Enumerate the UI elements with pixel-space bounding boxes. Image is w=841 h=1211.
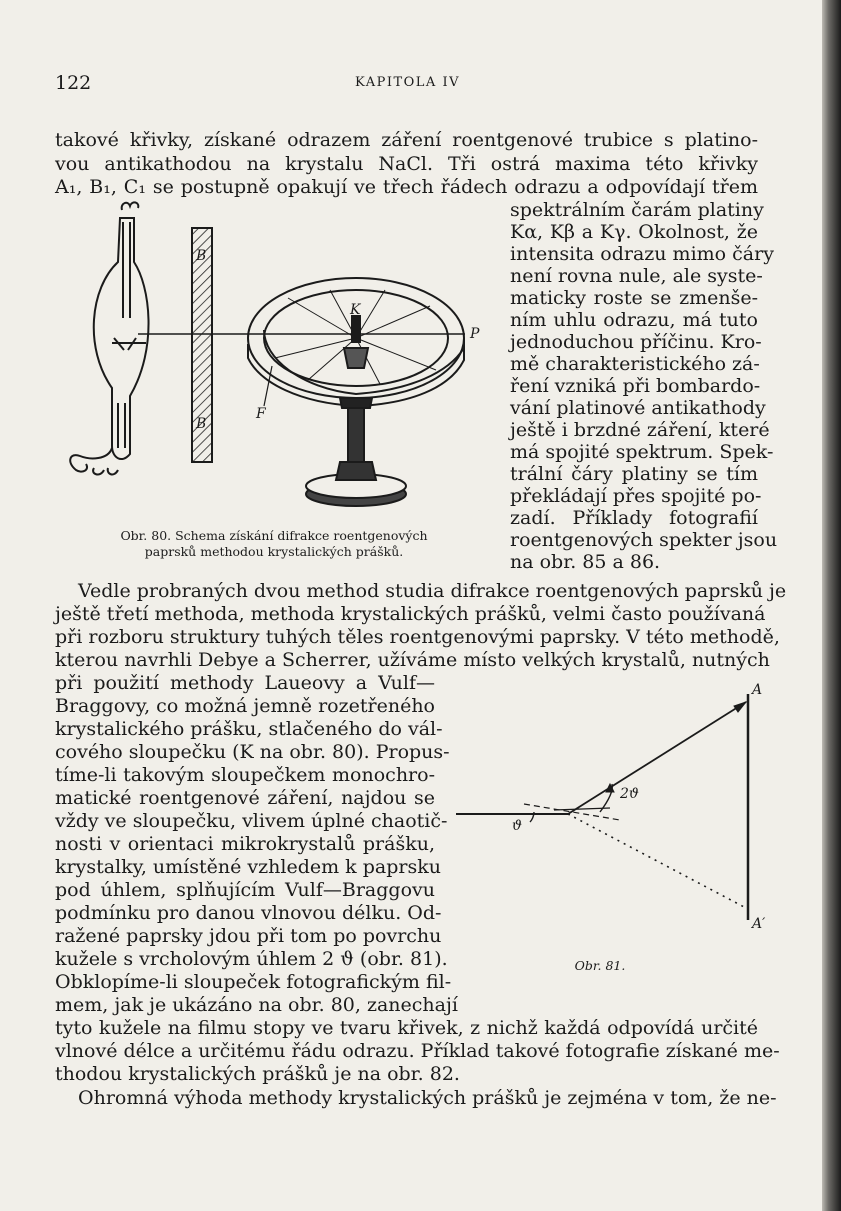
text-line: ražené paprsky jdou při tom po povrchu xyxy=(55,925,442,947)
text-line: A₁, B₁, C₁ se postupně opakují ve třech řádech odrazu a odpovídají třem xyxy=(55,176,758,198)
figure-81-caption: Obr. 81. xyxy=(574,958,626,973)
text-line: zadí. Příklady fotografií xyxy=(510,507,758,529)
label-two-theta: 2ϑ xyxy=(620,786,639,802)
text-line: při rozboru struktury tuhých těles roentgenovými paprsky. V této methodě, xyxy=(55,626,780,648)
figure-80-caption-line1: Obr. 80. Schema získání difrakce roentgenových xyxy=(120,528,428,543)
text-line: pod úhlem, splňujícím Vulf—Braggovu xyxy=(55,879,435,901)
text-line: na obr. 85 a 86. xyxy=(510,551,661,573)
text-line: tíme-li takovým sloupečkem monochro- xyxy=(55,764,435,786)
text-line: maticky roste se zmenše- xyxy=(510,287,758,309)
text-line: Vedle probraných dvou method studia difrakce roentgenových paprsků je xyxy=(78,580,787,602)
text-line: ním uhlu odrazu, má tuto xyxy=(510,309,758,331)
label-b-bottom: B xyxy=(196,416,207,432)
text-line: krystalky, umístěné vzhledem k paprsku xyxy=(55,856,441,878)
text-line: intensita odrazu mimo čáry xyxy=(510,243,774,265)
reflected-beam xyxy=(568,702,746,814)
xray-tube-icon xyxy=(70,202,148,474)
text-line: ření vzniká při bombardo- xyxy=(510,375,761,397)
text-line: ještě i brzdné záření, které xyxy=(510,419,770,441)
label-f: F xyxy=(256,406,266,422)
text-line: takové křivky, získané odrazem záření roentgenové trubice s platino- xyxy=(55,129,758,151)
text-line: mě charakteristického zá- xyxy=(510,353,760,375)
text-line: tyto kužele na filmu stopy ve tvaru křivek, z nichž každá odpovídá určité xyxy=(55,1017,758,1039)
text-line: krystalického prášku, stlačeného do vál- xyxy=(55,718,443,740)
text-line: vždy ve sloupečku, vlivem úplné chaotič- xyxy=(55,810,448,832)
text-line: ještě třetí methoda, methoda krystalických prášků, velmi často používaná xyxy=(55,603,766,625)
book-edge xyxy=(822,0,841,1211)
page-header xyxy=(55,72,760,96)
text-line: jednoduchou příčinu. Kro- xyxy=(510,331,762,353)
text-line: překládají přes spojité po- xyxy=(510,485,762,507)
label-a-prime: A′ xyxy=(752,916,766,932)
transmitted-beam xyxy=(568,814,746,908)
text-line: není rovna nule, ale syste- xyxy=(510,265,763,287)
text-line: má spojité spektrum. Spek- xyxy=(510,441,774,463)
text-line: matické roentgenové záření, najdou se xyxy=(55,787,435,809)
text-line: Braggovy, co možná jemně rozetřeného xyxy=(55,695,435,717)
text-line: cového sloupečku (K na obr. 80). Propus- xyxy=(55,741,450,763)
figure-80-caption-line2: paprsků methodou krystalických prášků. xyxy=(144,544,404,559)
text-line: mem, jak je ukázáno na obr. 80, zanechají xyxy=(55,994,458,1016)
sample-stand xyxy=(306,316,406,506)
label-k: K xyxy=(350,302,361,318)
text-line: Kα, Kβ a Kγ. Okolnost, že xyxy=(510,221,758,243)
text-line: trální čáry platiny se tím xyxy=(510,463,758,485)
figure-80 xyxy=(50,198,505,528)
label-a: A xyxy=(752,682,763,698)
text-line: vlnové délce a určitému řádu odrazu. Příklad takové fotografie získané me- xyxy=(55,1040,780,1062)
text-line: roentgenových spekter jsou xyxy=(510,529,778,551)
text-line: thodou krystalických prášků je na obr. 82. xyxy=(55,1063,460,1085)
text-line: spektrálním čarám platiny xyxy=(510,199,764,221)
running-title: KAPITOLA IV xyxy=(355,75,460,90)
text-line: kterou navrhli Debye a Scherrer, užíváme místo velkých krystalů, nutných xyxy=(55,649,770,671)
text-line: Obklopíme-li sloupeček fotografickým fil- xyxy=(55,971,452,993)
figure-81-drawing xyxy=(450,680,775,940)
figure-81 xyxy=(450,680,775,940)
label-b-top: B xyxy=(196,248,207,264)
text-line: vou antikathodou na krystalu NaCl. Tři ostrá maxima této křivky xyxy=(55,153,758,175)
label-p: P xyxy=(470,326,480,342)
text-line: nosti v orientaci mikrokrystalů prášku, xyxy=(55,833,435,855)
label-theta: ϑ xyxy=(512,818,523,834)
text-line: kužele s vrcholovým úhlem 2 ϑ (obr. 81). xyxy=(55,948,448,970)
page-number: 122 xyxy=(55,72,92,94)
text-line: Ohromná výhoda methody krystalických prášků je zejména v tom, že ne- xyxy=(78,1087,777,1109)
text-line: vání platinové antikathody xyxy=(510,397,766,419)
text-line: podmínku pro danou vlnovou délku. Od- xyxy=(55,902,442,924)
text-line: při použití methody Laueovy a Vulf— xyxy=(55,672,435,694)
figure-80-drawing xyxy=(50,198,505,528)
